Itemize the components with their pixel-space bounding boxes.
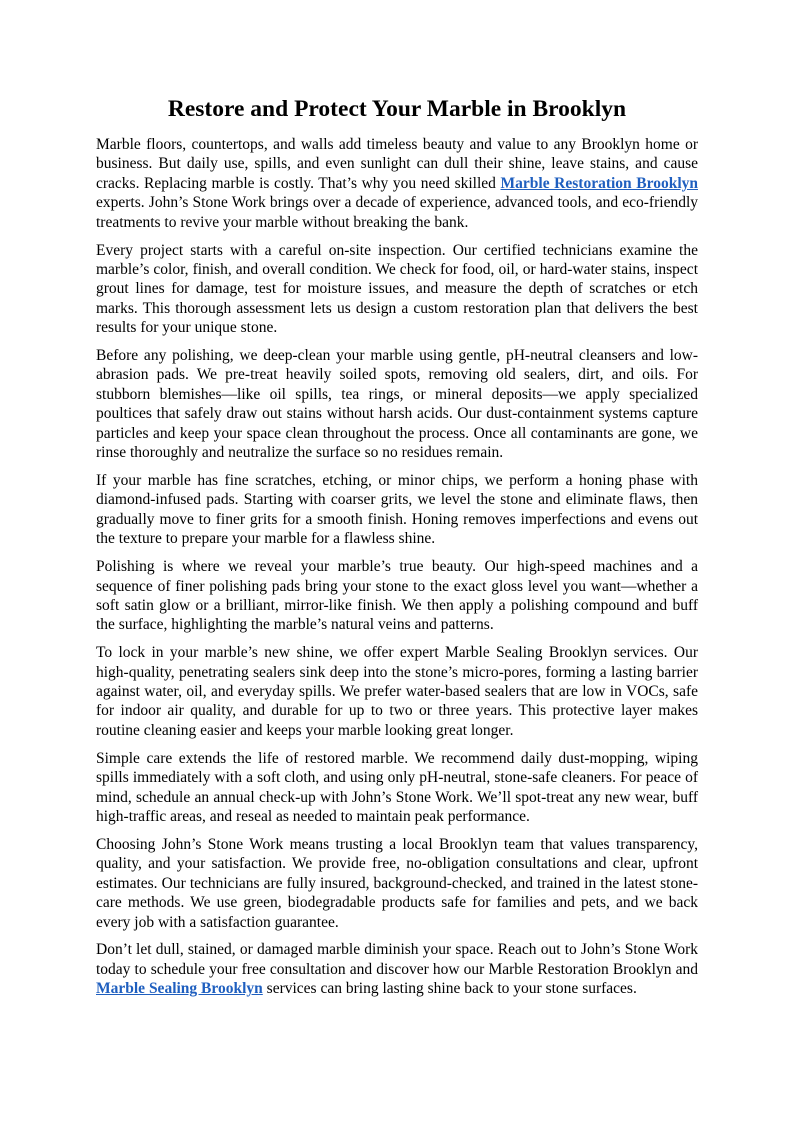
paragraph-text: Don’t let dull, stained, or damaged marble diminish your space. Reach out to John’s Stone Work today to schedule your free consultation and discover how our Marble Restoration Brooklyn and — [96, 941, 698, 978]
marble-sealing-link[interactable]: Marble Sealing Brooklyn — [96, 980, 263, 998]
paragraph-polishing: Polishing is where we reveal your marble’s true beauty. Our high-speed machines and a sequence of finer polishing pads bring your stone to the exact gloss level you want—whether a soft satin glow or a brilliant, mirror-like finish. We then apply a polishing compound and buff the surface, highlighting the marble’s natural veins and patterns. — [96, 558, 698, 634]
paragraph-inspection: Every project starts with a careful on-site inspection. Our certified technicians examine the marble’s color, finish, and overall condition. We check for food, oil, or hard-water stains, inspect grout lines for damage, test for moisture issues, and measure the depth of scratches or etch marks. This thorough assessment lets us design a custom restoration plan that delivers the best results for your unique stone. — [96, 241, 698, 337]
paragraph-cleaning: Before any polishing, we deep-clean your marble using gentle, pH-neutral cleansers and low-abrasion pads. We pre-treat heavily soiled spots, removing old sealers, dirt, and oils. For stubborn blemishes—like oil spills, tea rings, or mineral deposits—we apply specialized poultices that safely draw out stains without harsh acids. Our dust-containment systems capture particles and keep your space clean throughout the process. Once all contaminants are gone, we rinse thoroughly and neutralize the surface so no residues remain. — [96, 347, 698, 462]
paragraph-closing — [96, 940, 698, 998]
paragraph-text: Marble floors, countertops, and walls add timeless beauty and value to any Brooklyn home or business. But daily use, spills, and even sunlight can dull their shine, leave stains, and cause cracks. Replacing marble is costly. That’s why you need skilled — [96, 136, 698, 192]
paragraph-honing: If your marble has fine scratches, etching, or minor chips, we perform a honing phase with diamond-infused pads. Starting with coarser grits, we level the stone and eliminate flaws, then gradually move to finer grits for a smooth finish. Honing removes imperfections and evens out the texture to prepare your marble for a flawless shine. — [96, 472, 698, 548]
paragraph-text: services can bring lasting shine back to your stone surfaces. — [262, 980, 637, 998]
paragraph-text: experts. John’s Stone Work brings over a decade of experience, advanced tools, and eco-friendly treatments to revive your marble without breaking the bank. — [96, 194, 698, 231]
marble-restoration-link[interactable]: Marble Restoration Brooklyn — [500, 174, 698, 192]
paragraph-care: Simple care extends the life of restored marble. We recommend daily dust-mopping, wiping spills immediately with a soft cloth, and using only pH-neutral, stone-safe cleaners. For peace of mind, schedule an annual check-up with John’s Stone Work. We’ll spot-treat any new wear, buff high-traffic areas, and reseal as needed to maintain peak performance. — [96, 749, 698, 825]
document-page — [96, 94, 698, 1007]
paragraph-intro — [96, 135, 698, 232]
paragraph-why-choose: Choosing John’s Stone Work means trusting a local Brooklyn team that values transparency, quality, and your satisfaction. We provide free, no-obligation consultations and clear, upfront estimates. Our technicians are fully insured, background-checked, and trained in the latest stone-care methods. We use green, biodegradable products safe for families and pets, and we back every job with a satisfaction guarantee. — [96, 835, 698, 931]
page-title: Restore and Protect Your Marble in Brooklyn — [167, 96, 627, 122]
paragraph-sealing: To lock in your marble’s new shine, we offer expert Marble Sealing Brooklyn services. Our high-quality, penetrating sealers sink deep into the stone’s micro-pores, forming a lasting barrier against water, oil, and everyday spills. We prefer water-based sealers that are low in VOCs, safe for indoor air quality, and durable for up to two or three years. This protective layer makes routine cleaning easier and keeps your marble looking great longer. — [96, 644, 698, 739]
